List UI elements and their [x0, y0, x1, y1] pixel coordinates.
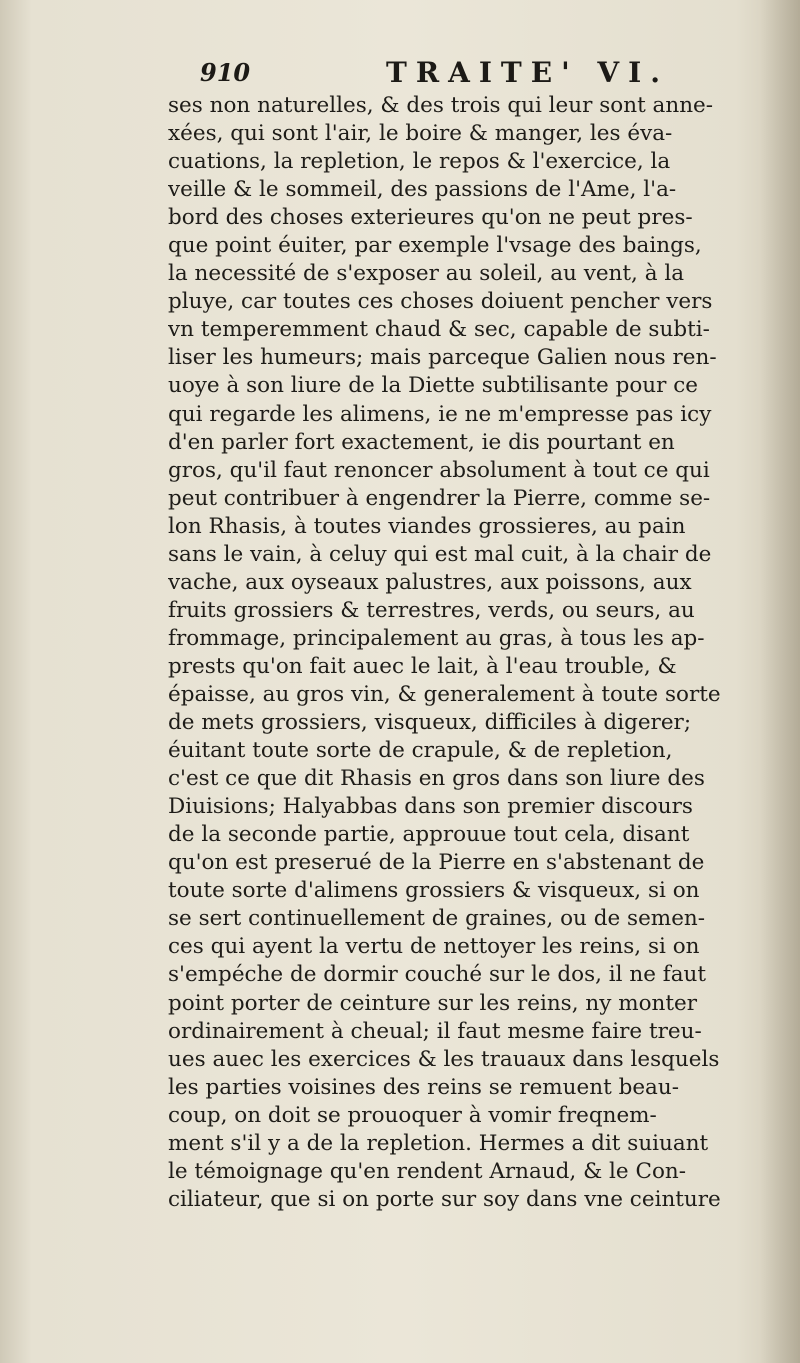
text-line: cuations, la repletion, le repos & l'exercice, la	[168, 149, 671, 175]
text-line: prests qu'on fait auec le lait, à l'eau trouble, &	[168, 653, 677, 679]
text-line: veille & le sommeil, des passions de l'Ame, l'a-	[168, 177, 677, 203]
text-line: ues auec les exercices & les trauaux dans lesquels	[168, 1046, 720, 1072]
running-title: TRAITE' VI.	[386, 56, 669, 89]
page-number: 910	[200, 58, 251, 87]
text-line: frommage, principalement au gras, à tous les ap-	[168, 625, 705, 651]
text-line: liser les humeurs; mais parceque Galien nous ren-	[168, 345, 717, 371]
text-line: s'empéche de dormir couché sur le dos, il ne faut	[168, 962, 707, 988]
text-line: éuitant toute sorte de crapule, & de repletion,	[168, 738, 673, 764]
text-line: que point éuiter, par exemple l'vsage des baings,	[168, 233, 702, 259]
text-line: d'en parler fort exactement, ie dis pourtant en	[168, 429, 675, 455]
text-line: sans le vain, à celuy qui est mal cuit, à la chair de	[168, 541, 712, 567]
text-line: ciliateur, que si on porte sur soy dans vne ceinture	[168, 1186, 721, 1212]
text-line: le témoignage qu'en rendent Arnaud, & le Con-	[168, 1158, 686, 1184]
text-line: la necessité de s'exposer au soleil, au vent, à la	[168, 261, 685, 287]
text-line: pluye, car toutes ces choses doiuent pencher vers	[168, 289, 713, 315]
text-line: Diuisions; Halyabbas dans son premier discours	[168, 794, 693, 820]
text-line: vn temperemment chaud & sec, capable de subti-	[168, 317, 710, 343]
text-line: se sert continuellement de graines, ou de semen-	[168, 906, 706, 932]
text-line: bord des choses exterieures qu'on ne peut pres-	[168, 205, 693, 231]
text-line: point porter de ceinture sur les reins, ny monter	[168, 990, 698, 1016]
text-line: épaisse, au gros vin, & generalement à toute sorte	[168, 681, 721, 707]
page-header	[200, 56, 740, 96]
text-line: c'est ce que dit Rhasis en gros dans son liure des	[168, 766, 705, 792]
text-line: les parties voisines des reins se remuent beau-	[168, 1074, 679, 1100]
text-line: peut contribuer à engendrer la Pierre, comme se-	[168, 485, 711, 511]
text-line: uoye à son liure de la Diette subtilisante pour ce	[168, 373, 699, 399]
body-text	[168, 92, 798, 1214]
text-line: toute sorte d'alimens grossiers & visqueux, si on	[168, 878, 700, 904]
text-line: ces qui ayent la vertu de nettoyer les reins, si on	[168, 934, 700, 960]
text-line: fruits grossiers & terrestres, verds, ou seurs, au	[168, 597, 695, 623]
text-line: de mets grossiers, visqueux, difficiles à digerer;	[168, 710, 692, 736]
text-line: qu'on est preserué de la Pierre en s'abstenant de	[168, 850, 705, 876]
text-line: lon Rhasis, à toutes viandes grossieres, au pain	[168, 513, 686, 539]
text-line: coup, on doit se prouoquer à vomir freqnem-	[168, 1102, 657, 1128]
text-line: gros, qu'il faut renoncer absolument à tout ce qui	[168, 457, 710, 483]
text-line: ordinairement à cheual; il faut mesme faire treu-	[168, 1018, 702, 1044]
text-line: ses non naturelles, & des trois qui leur sont anne-	[168, 93, 714, 118]
text-line: vache, aux oyseaux palustres, aux poissons, aux	[168, 569, 692, 595]
text-line: xées, qui sont l'air, le boire & manger, les éva-	[168, 121, 673, 147]
text-line: ment s'il y a de la repletion. Hermes a dit suiuant	[168, 1130, 709, 1156]
text-line: qui regarde les alimens, ie ne m'empresse pas icy	[168, 401, 712, 427]
text-line: de la seconde partie, approuue tout cela, disant	[168, 822, 690, 848]
